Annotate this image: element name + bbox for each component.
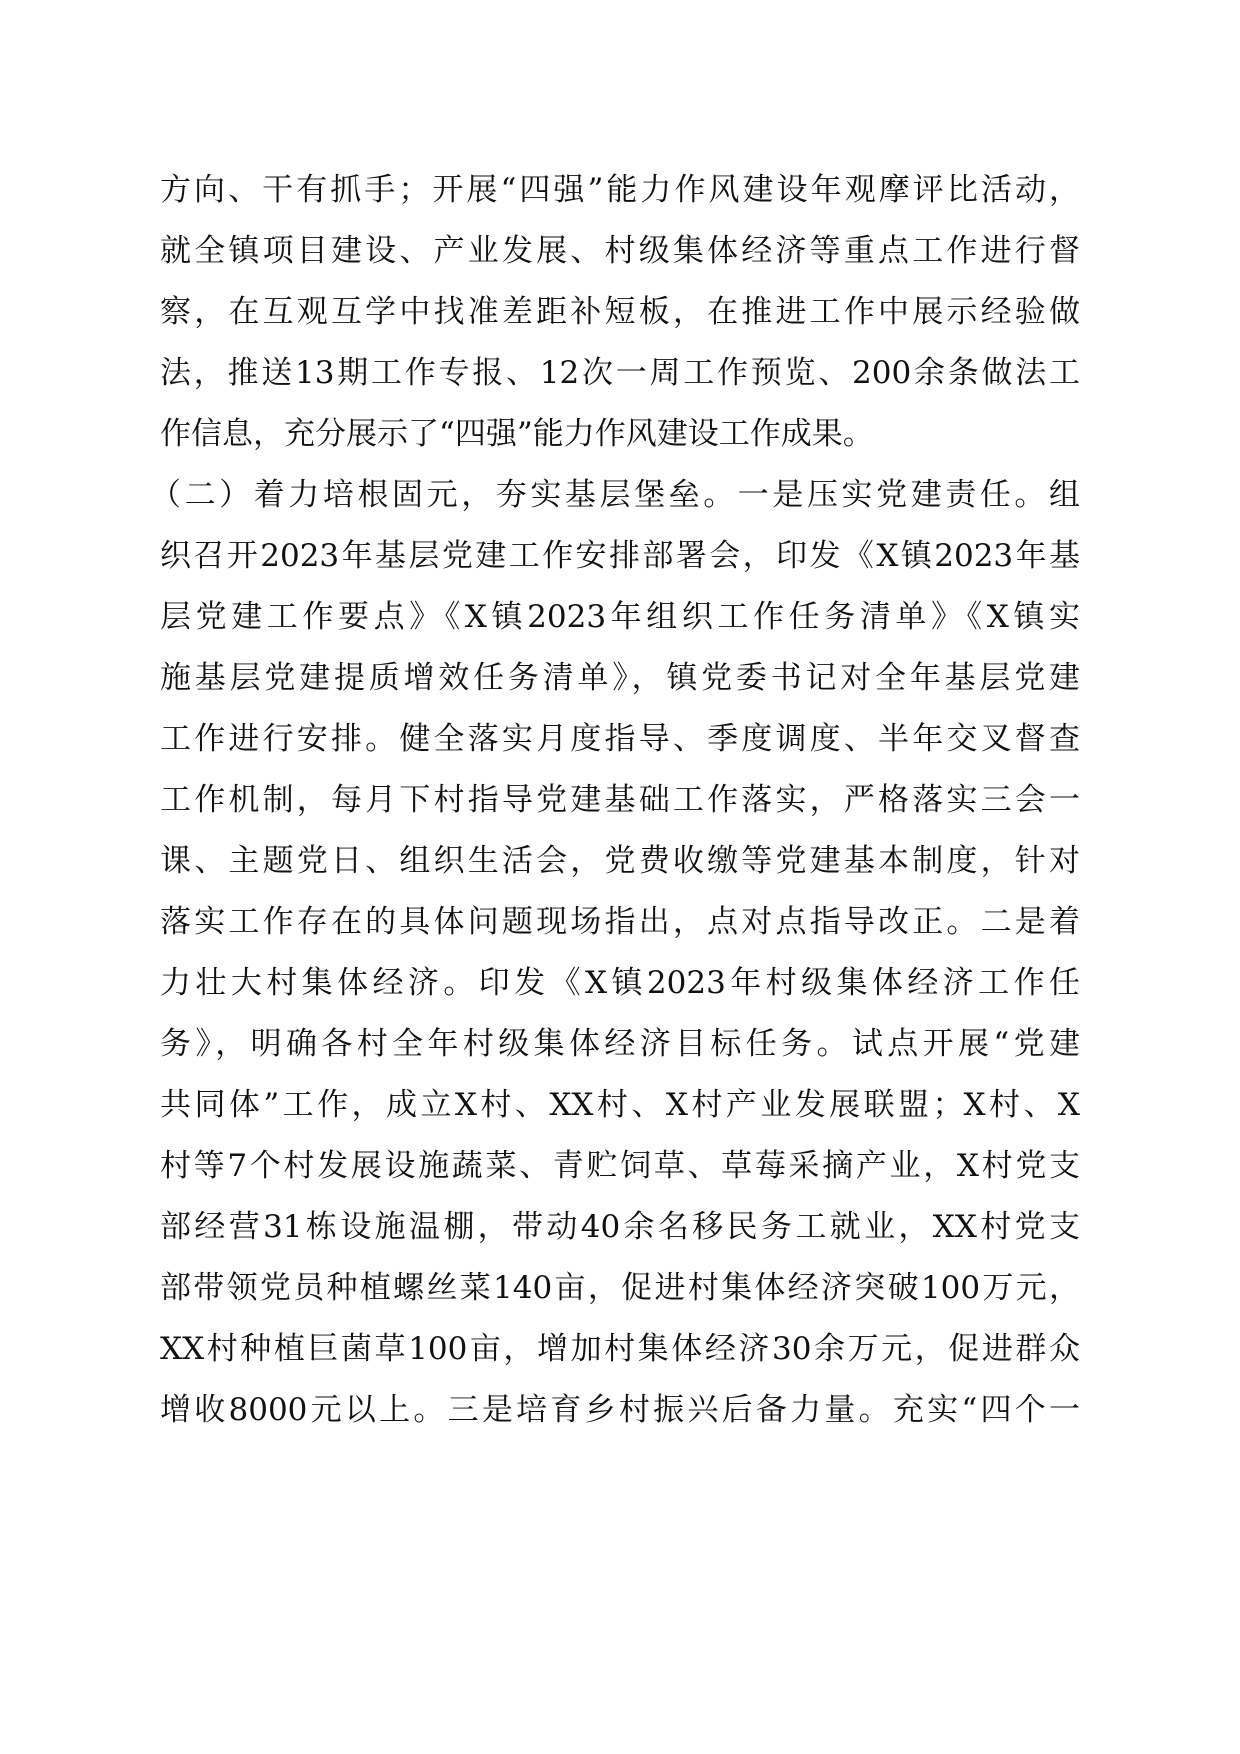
text-line: 务》，明确各村全年村级集体经济目标任务。试点开展“党建 — [160, 1026, 1080, 1062]
text-line: 作信息，充分展示了“四强”能力作风建设工作成果。 — [160, 416, 874, 452]
text-line: 力壮大村集体经济。印发《X镇2023年村级集体经济工作任 — [160, 965, 1080, 1001]
text-line: 工作机制，每月下村指导党建基础工作落实，严格落实三会一 — [160, 782, 1080, 818]
text-line: 村等7个村发展设施蔬菜、青贮饲草、草莓采摘产业，X村党支 — [160, 1148, 1080, 1184]
text-line: 增收8000元以上。三是培育乡村振兴后备力量。充实“四个一 — [160, 1392, 1080, 1428]
body-text — [150, 160, 1080, 1441]
section-heading-line: （二）着力培根固元，夯实基层堡垒。一是压实党建责任。组 — [150, 477, 1080, 513]
text-line: 施基层党建提质增效任务清单》，镇党委书记对全年基层党建 — [160, 660, 1080, 696]
text-line: 层党建工作要点》《X镇2023年组织工作任务清单》《X镇实 — [160, 599, 1080, 635]
text-line: XX村种植巨菌草100亩，增加村集体经济30余万元，促进群众 — [160, 1331, 1080, 1367]
text-line: 方向、干有抓手；开展“四强”能力作风建设年观摩评比活动， — [160, 172, 1080, 208]
text-line: 部带领党员种植螺丝菜140亩，促进村集体经济突破100万元， — [160, 1270, 1080, 1306]
text-line: 落实工作存在的具体问题现场指出，点对点指导改正。二是着 — [160, 904, 1080, 940]
text-line: 工作进行安排。健全落实月度指导、季度调度、半年交叉督查 — [160, 721, 1080, 757]
text-line: 课、主题党日、组织生活会，党费收缴等党建基本制度，针对 — [160, 843, 1080, 879]
text-line: 就全镇项目建设、产业发展、村级集体经济等重点工作进行督 — [160, 233, 1080, 269]
text-line: 察，在互观互学中找准差距补短板，在推进工作中展示经验做 — [160, 294, 1080, 330]
text-line: 织召开2023年基层党建工作安排部署会，印发《X镇2023年基 — [160, 538, 1080, 574]
text-line: 法，推送13期工作专报、12次一周工作预览、200余条做法工 — [160, 355, 1080, 391]
text-line: 共同体”工作，成立X村、XX村、X村产业发展联盟；X村、X — [160, 1087, 1080, 1123]
text-line: 部经营31栋设施温棚，带动40余名移民务工就业，XX村党支 — [160, 1209, 1080, 1245]
